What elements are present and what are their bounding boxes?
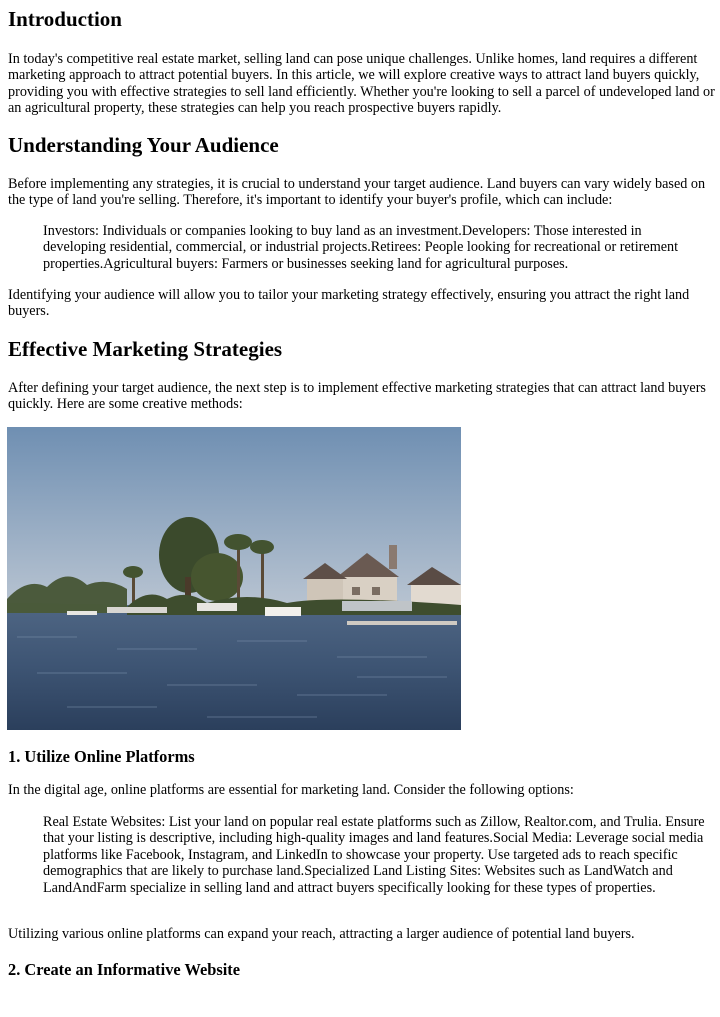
blockquote-online-options: Real Estate Websites: List your land on popular real estate platforms such as Zillow, Realtor.com, and Trulia. Ensure that your listing is descriptive, including high-quality images and land features.Social Media: Leverage social media platforms like Facebook, Instagram, and LinkedIn to showcase your property. Use targeted ads to reach specific demographics that are likely to purchase land.Specialized Land Listing Sites: Websites such as LandWatch and LandAndFarm specialize in selling land and attract buyers specifically looking for these types of properties.	[43, 814, 705, 896]
waterfront-property-photo	[7, 427, 461, 730]
blockquote-buyer-profiles: Investors: Individuals or companies looking to buy land as an investment.Developers: Those interested in developing residential, commercial, or industrial projects.Retirees: People looking for recreational or retirement properties.Agricultural buyers: Farmers or businesses seeking land for agricultural purposes.	[43, 223, 679, 272]
paragraph-online-conclusion: Utilizing various online platforms can expand your reach, attracting a larger audience of potential land buyers.	[8, 926, 635, 942]
heading-utilize-online-platforms: 1. Utilize Online Platforms	[8, 747, 195, 766]
heading-create-informative-website: 2. Create an Informative Website	[8, 960, 241, 979]
heading-introduction: Introduction	[8, 7, 122, 31]
heading-understanding-audience: Understanding Your Audience	[8, 133, 279, 157]
paragraph-strategies: After defining your target audience, the next step is to implement effective marketing strategies that can attract land buyers quickly. Here are some creative methods:	[8, 380, 706, 413]
paragraph-audience-conclusion: Identifying your audience will allow you to tailor your marketing strategy effectively, ensuring you attract the right land buyers.	[8, 287, 690, 320]
heading-marketing-strategies: Effective Marketing Strategies	[8, 337, 283, 361]
paragraph-introduction: In today's competitive real estate market, selling land can pose unique challenges. Unlike homes, land requires a different marketing approach to attract potential buyers. In this article, we will explore creative ways to attract land buyers quickly, providing you with effective strategies to sell land efficiently. Whether you're looking to sell a parcel of undeveloped land or an agricultural property, these strategies can help you reach prospective buyers rapidly.	[8, 51, 715, 117]
paragraph-audience: Before implementing any strategies, it is crucial to understand your target audience. Land buyers can vary widely based on the type of land you're selling. Therefore, it's important to identify your buyer's profile, which can include:	[8, 176, 706, 209]
paragraph-online-platforms: In the digital age, online platforms are essential for marketing land. Consider the following options:	[8, 782, 574, 798]
